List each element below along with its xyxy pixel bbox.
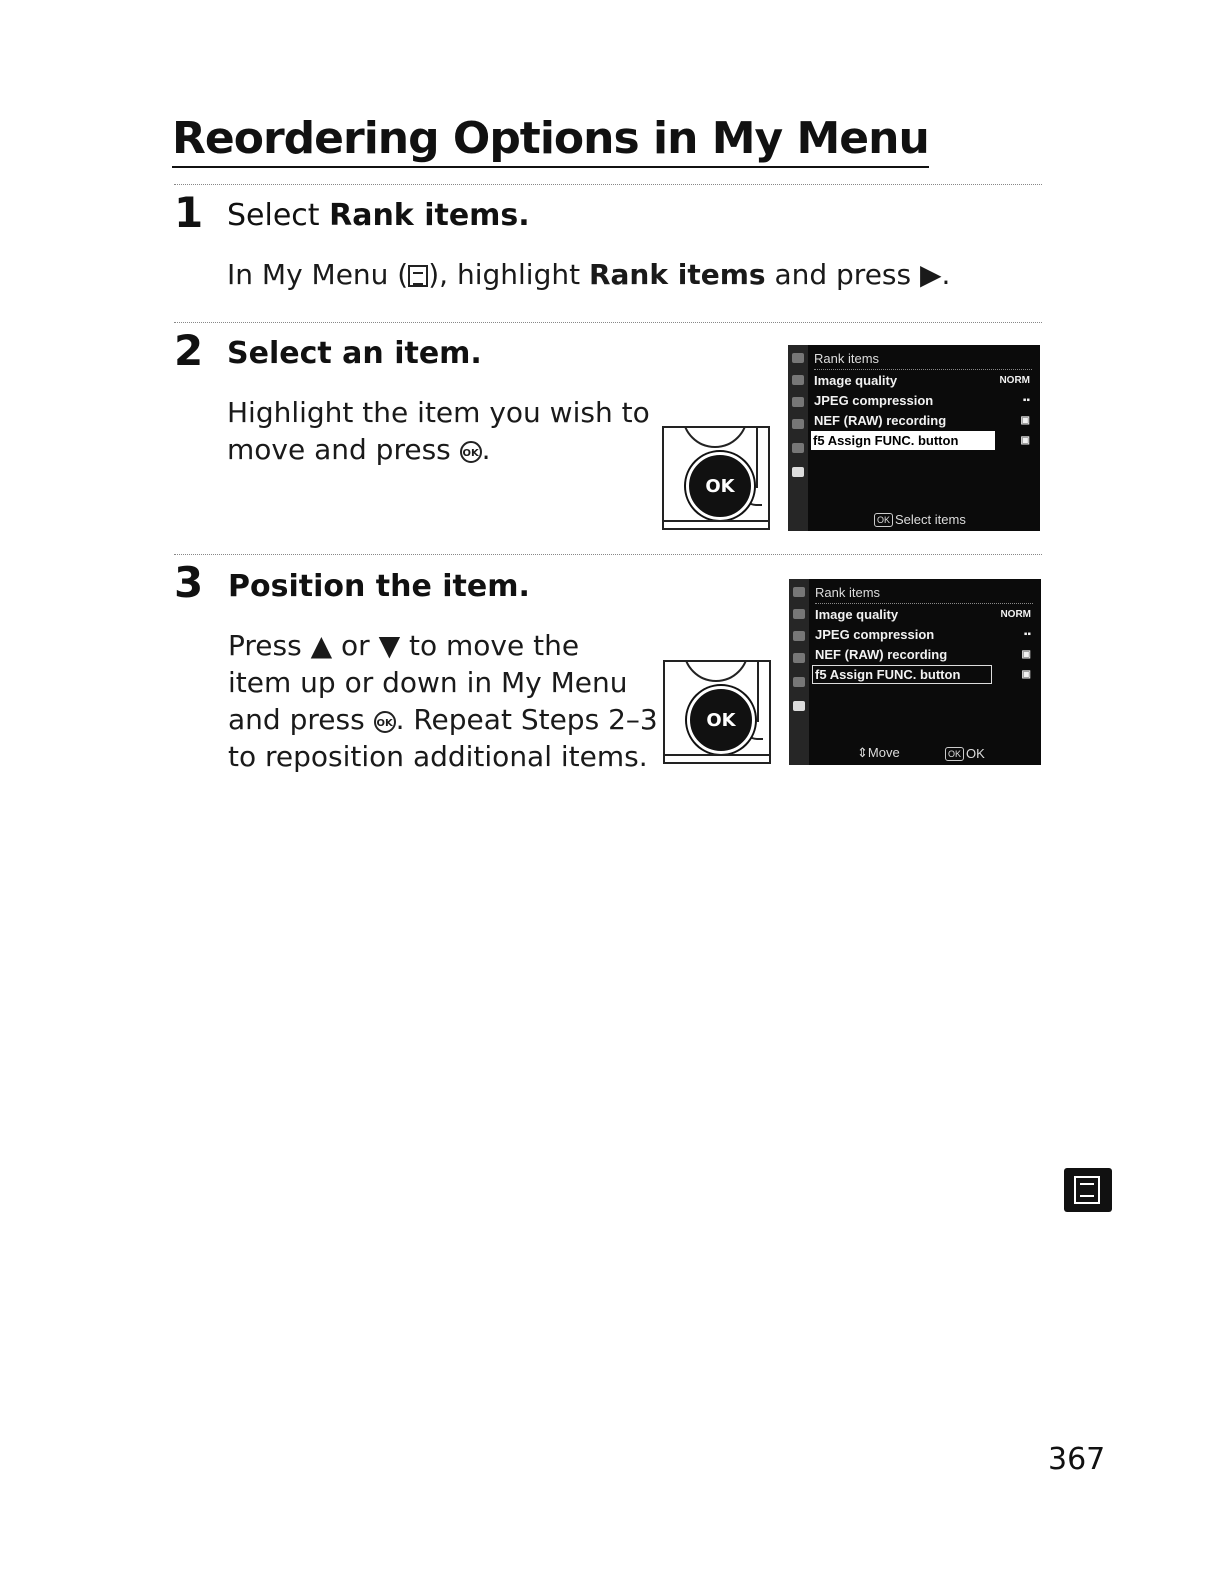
multi-selector-arc xyxy=(682,426,748,448)
divider xyxy=(174,184,1042,185)
step-3-body-line: . Repeat Steps 2–3 xyxy=(395,703,658,736)
ok-hint: OK OK xyxy=(945,746,985,761)
step-1-heading-pre: Select xyxy=(227,198,330,233)
step-2-heading: Select an item. xyxy=(227,336,482,371)
step-3-heading: Position the item. xyxy=(228,569,530,604)
step-2-body-line: Highlight the item you wish to xyxy=(227,396,650,429)
menu-row: NEF (RAW) recording ▣ xyxy=(814,413,1030,428)
step-2-body-post: . xyxy=(481,433,491,466)
step-1-heading-bold: Rank items. xyxy=(329,198,530,233)
screen-footer: OK Select items xyxy=(874,512,966,527)
menu-tabs xyxy=(789,579,809,765)
menu-row: JPEG compression ▪▪ xyxy=(814,393,1030,408)
step-3-number: 3 xyxy=(174,558,204,607)
camera-ok-button-illustration xyxy=(663,660,771,764)
step-1-body-mid: ), highlight xyxy=(428,258,589,291)
divider xyxy=(174,554,1042,555)
multi-selector-arc xyxy=(683,660,749,682)
camera-screen-position-item xyxy=(789,579,1041,765)
step-3-body xyxy=(228,627,658,775)
menu-row: NEF (RAW) recording ▣ xyxy=(815,647,1031,662)
menu-row-selected: f5 Assign FUNC. button ▣ xyxy=(813,433,1030,448)
my-menu-tab-icon xyxy=(792,467,804,477)
my-menu-section-tab-icon xyxy=(1064,1168,1112,1212)
step-1-body-pre: In My Menu ( xyxy=(227,258,409,291)
page-number: 367 xyxy=(1048,1442,1106,1477)
camera-screen-select-item xyxy=(788,345,1040,531)
page-title: Reordering Options in My Menu xyxy=(172,112,929,168)
ok-button: OK xyxy=(687,686,755,754)
step-1-body-bold: Rank items xyxy=(588,258,766,291)
ok-icon: OK xyxy=(874,513,893,527)
ok-icon: OK xyxy=(945,747,964,761)
step-3-body-line: Press ▲ or ▼ to move the xyxy=(228,629,580,662)
step-3-body-line: and press xyxy=(228,703,374,736)
step-2-body xyxy=(227,394,650,468)
step-2-number: 2 xyxy=(174,326,204,375)
my-menu-icon xyxy=(408,265,428,287)
step-1-body-post: and press ▶. xyxy=(765,258,951,291)
menu-row: Image quality NORM xyxy=(814,373,1030,388)
my-menu-tab-icon xyxy=(793,701,805,711)
move-hint: ⇕Move xyxy=(857,745,900,760)
step-2-body-line: move and press xyxy=(227,433,460,466)
screen-header: Rank items xyxy=(814,349,1032,370)
step-3-body-line: item up or down in My Menu xyxy=(228,666,628,699)
divider xyxy=(174,322,1042,323)
step-1-body xyxy=(227,256,950,293)
step-1-heading xyxy=(227,198,530,233)
menu-row: JPEG compression ▪▪ xyxy=(815,627,1031,642)
screen-header: Rank items xyxy=(815,583,1033,604)
ok-button: OK xyxy=(686,452,754,520)
camera-ok-button-illustration xyxy=(662,426,770,530)
ok-button-icon: OK xyxy=(374,711,396,733)
menu-row-moving: f5 Assign FUNC. button ▣ xyxy=(815,665,1033,684)
menu-row: Image quality NORM xyxy=(815,607,1031,622)
ok-button-icon: OK xyxy=(460,441,482,463)
menu-tabs xyxy=(788,345,808,531)
step-3-body-line: to reposition additional items. xyxy=(228,740,648,773)
step-1-number: 1 xyxy=(174,188,204,237)
